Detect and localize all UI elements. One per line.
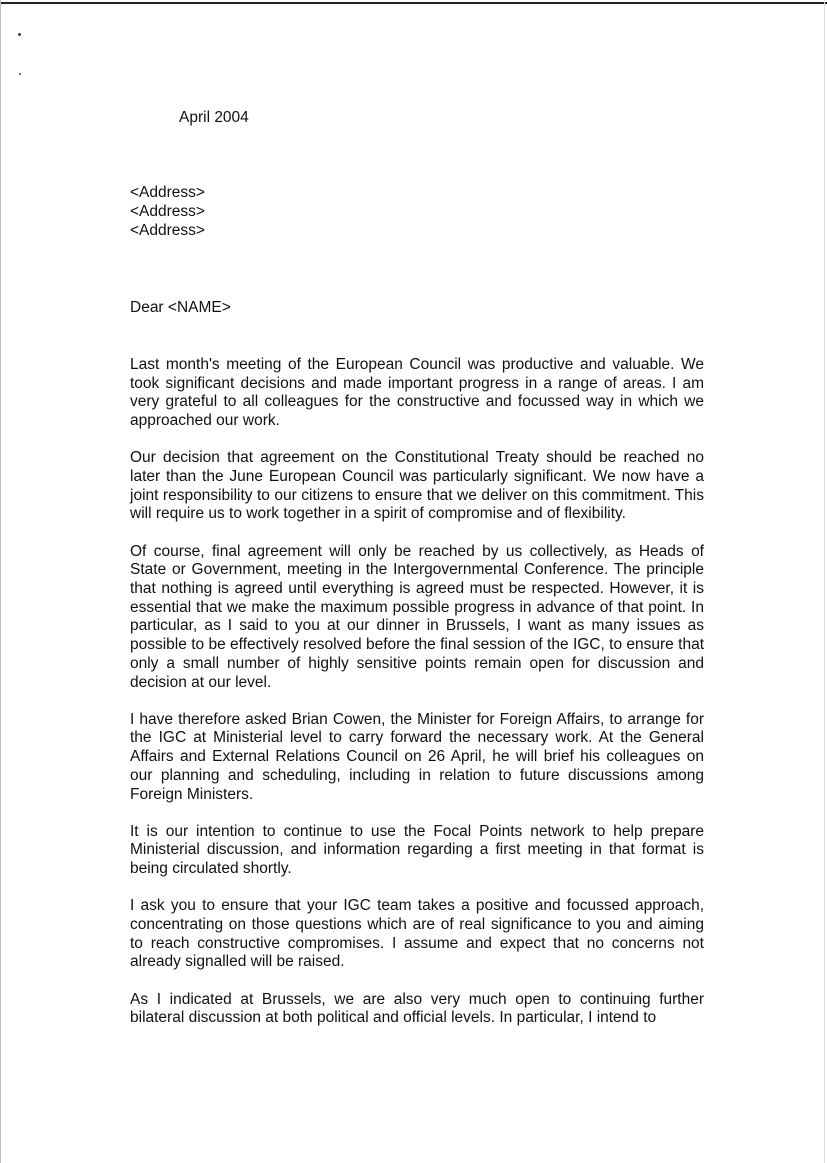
scan-speck [19, 73, 21, 75]
body-paragraph: Of course, final agreement will only be reached by us collectively, as Heads of State or Government, meeting in the Intergovernmental Conference. The principle that nothing is agreed until everything is agreed must be respected. However, it is essential that we make the maximum possible progress in advance of that point. In particular, as I said to you at our dinner in Brussels, I want as many issues as possible to be effectively resolved before the final session of the IGC, to ensure that only a small number of highly sensitive points remain open for discussion and decision at our level. [130, 542, 704, 691]
scan-speck [18, 33, 21, 36]
scan-right-edge [824, 0, 825, 1163]
letter-date: April 2004 [179, 109, 249, 126]
address-line: <Address> [130, 222, 205, 239]
address-line: <Address> [130, 203, 205, 220]
body-paragraph: Our decision that agreement on the Constitutional Treaty should be reached no later than the June European Council was particularly significant. We now have a joint responsibility to our citizens to ensure that we deliver on this commitment. This will require us to work together in a spirit of compromise and of flexibility. [130, 449, 704, 523]
scan-top-edge [0, 2, 827, 4]
body-paragraph: As I indicated at Brussels, we are also very much open to continuing further bilateral discussion at both political and official levels. In particular, I intend to [130, 990, 704, 1027]
salutation: Dear <NAME> [130, 299, 231, 316]
address-line: <Address> [130, 184, 205, 201]
scan-left-edge [0, 0, 1, 1163]
letter-body [130, 356, 704, 1047]
body-paragraph: I have therefore asked Brian Cowen, the Minister for Foreign Affairs, to arrange for the IGC at Ministerial level to carry forward the necessary work. At the General Affairs and External Relations Council on 26 April, he will brief his colleagues on our planning and scheduling, including in relation to future discussions among Foreign Ministers. [130, 710, 704, 803]
body-paragraph: I ask you to ensure that your IGC team takes a positive and focussed approach, concentrating on those questions which are of real significance to you and aiming to reach constructive compromises. I assume and expect that no concerns not already signalled will be raised. [130, 897, 704, 971]
body-paragraph: It is our intention to continue to use the Focal Points network to help prepare Ministerial discussion, and information regarding a first meeting in that format is being circulated shortly. [130, 822, 704, 878]
address-block [130, 183, 205, 240]
body-paragraph: Last month's meeting of the European Council was productive and valuable. We took significant decisions and made important progress in a range of areas. I am very grateful to all colleagues for the constructive and focussed way in which we approached our work. [130, 356, 704, 430]
